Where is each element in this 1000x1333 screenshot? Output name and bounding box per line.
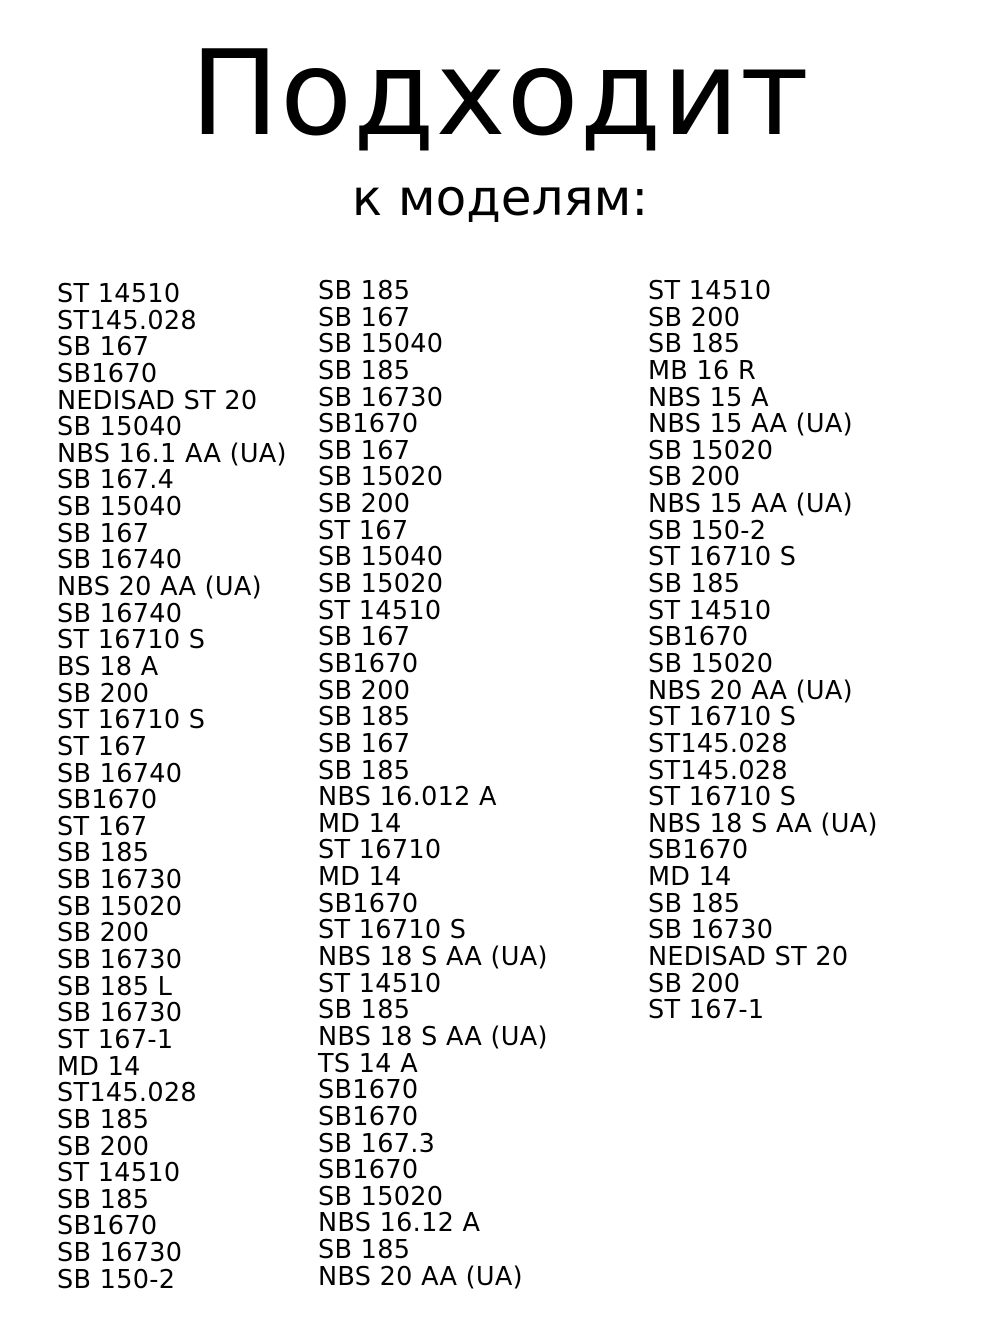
model-list-item: SB 16730: [318, 382, 444, 413]
model-list-item: NBS 18 S AA (UA): [318, 942, 548, 973]
model-list-item: ST 16710 S: [318, 915, 467, 946]
model-list-item: ST 16710 S: [57, 625, 206, 656]
model-list-item: SB1670: [57, 1211, 158, 1242]
model-list-item: SB 185: [648, 888, 741, 919]
model-list-item: SB 167: [318, 435, 411, 466]
model-list-item: SB 185 L: [57, 971, 173, 1002]
model-list-item: SB 200: [648, 968, 741, 999]
model-list-item: ST 167: [57, 811, 148, 842]
model-list-item: TS 14 A: [318, 1048, 418, 1079]
model-list-item: SB 200: [318, 675, 411, 706]
model-list-item: SB 15020: [648, 435, 774, 466]
model-list-column-3: [648, 278, 878, 1024]
model-list-item: NBS 15 AA (UA): [648, 409, 853, 440]
model-list-item: SB1670: [318, 1155, 419, 1186]
model-list-item: SB 185: [57, 838, 150, 869]
model-list-item: NBS 18 S AA (UA): [318, 1021, 548, 1052]
model-list-item: MB 16 R: [648, 355, 756, 386]
model-list-item: SB1670: [318, 409, 419, 440]
model-list-item: SB 15040: [318, 542, 444, 573]
model-list-item: SB 15020: [318, 462, 444, 493]
model-list-item: SB 16740: [57, 758, 183, 789]
model-list-column-1: [57, 281, 287, 1293]
model-list-item: SB 15040: [57, 492, 183, 523]
model-list-item: ST 167-1: [648, 995, 765, 1026]
model-list-item: MD 14: [648, 862, 732, 893]
model-list-item: SB 200: [57, 1131, 150, 1162]
model-list-item: ST 167-1: [57, 1024, 174, 1055]
model-list-item: SB 16730: [57, 865, 183, 896]
model-list-item: NBS 16.12 A: [318, 1208, 481, 1239]
model-list-column-2: [318, 278, 548, 1290]
model-list-item: ST145.028: [57, 305, 197, 336]
model-list-item: SB1670: [318, 648, 419, 679]
model-list-item: BS 18 A: [57, 651, 159, 682]
model-list-item: SB 185: [57, 1184, 150, 1215]
model-list-item: ST145.028: [57, 1078, 197, 1109]
model-list-item: ST 14510: [57, 1158, 181, 1189]
model-list-item: NEDISAD ST 20: [648, 942, 849, 973]
model-list-item: SB 200: [57, 678, 150, 709]
model-list-item: NBS 20 AA (UA): [318, 1261, 523, 1292]
model-list-item: SB 200: [648, 462, 741, 493]
model-list-item: ST 16710 S: [57, 705, 206, 736]
model-list-item: SB 167: [57, 332, 150, 363]
page-subtitle: к моделям:: [351, 169, 649, 227]
model-list-item: ST 14510: [648, 595, 772, 626]
model-list-item: MD 14: [318, 808, 402, 839]
model-list-item: SB 185: [318, 1235, 411, 1266]
model-list-item: SB 185: [318, 355, 411, 386]
model-list-item: ST145.028: [648, 728, 788, 759]
model-list-item: SB 185: [318, 276, 411, 306]
model-list-item: SB 167: [318, 622, 411, 653]
model-list-item: SB 167.4: [57, 465, 175, 496]
model-list-item: SB 167: [318, 728, 411, 759]
model-list-item: ST 14510: [318, 968, 442, 999]
model-list-item: NBS 20 AA (UA): [57, 572, 262, 603]
model-list-item: SB1670: [57, 358, 158, 389]
model-list-item: SB 16730: [57, 945, 183, 976]
model-list-item: SB 167: [57, 518, 150, 549]
model-list-item: SB 15040: [318, 329, 444, 360]
model-list-item: SB 15020: [318, 1181, 444, 1212]
model-list-item: NBS 20 AA (UA): [648, 675, 853, 706]
model-list-item: SB 185: [318, 755, 411, 786]
model-list-item: ST 16710 S: [648, 542, 797, 573]
model-list-item: SB 15020: [648, 648, 774, 679]
model-list-item: NBS 15 AA (UA): [648, 489, 853, 520]
model-list-item: SB 185: [648, 329, 741, 360]
model-list-item: ST 167: [57, 731, 148, 762]
model-list-item: MD 14: [318, 862, 402, 893]
model-list-item: ST 167: [318, 515, 409, 546]
model-list-item: SB 185: [57, 1104, 150, 1135]
model-list-item: NBS 16.012 A: [318, 782, 497, 813]
model-list-item: SB1670: [318, 1075, 419, 1106]
model-list-item: ST 14510: [648, 276, 772, 306]
model-list-item: SB 16730: [57, 998, 183, 1029]
model-list-item: SB 200: [318, 489, 411, 520]
model-list-item: SB 16730: [648, 915, 774, 946]
model-list-item: SB1670: [318, 888, 419, 919]
model-list-item: SB 200: [648, 302, 741, 333]
model-list-item: SB 16740: [57, 545, 183, 576]
model-list-item: NBS 15 A: [648, 382, 769, 413]
model-list-item: SB 185: [318, 995, 411, 1026]
model-list-item: SB1670: [57, 785, 158, 816]
model-list-item: ST 14510: [318, 595, 442, 626]
model-list-item: ST 14510: [57, 279, 181, 309]
model-list-item: SB1670: [318, 1101, 419, 1132]
model-list-item: NBS 18 S AA (UA): [648, 808, 878, 839]
model-list-item: SB 200: [57, 918, 150, 949]
model-list-item: SB 150-2: [648, 515, 767, 546]
model-list-item: SB 167.3: [318, 1128, 436, 1159]
page-title: Подходит: [190, 24, 810, 162]
model-list-item: SB 185: [648, 569, 741, 600]
model-list-item: ST 16710 S: [648, 782, 797, 813]
model-list-item: NBS 16.1 AA (UA): [57, 438, 287, 469]
model-list-item: SB 15020: [318, 569, 444, 600]
model-list-item: SB 16730: [57, 1238, 183, 1269]
model-list-item: SB1670: [648, 835, 749, 866]
model-list-item: SB 150-2: [57, 1264, 176, 1295]
model-list-item: ST 16710: [318, 835, 442, 866]
model-list-item: SB 15040: [57, 412, 183, 443]
model-list-item: NEDISAD ST 20: [57, 385, 258, 416]
model-list-item: SB 15020: [57, 891, 183, 922]
model-list-item: SB 16740: [57, 598, 183, 629]
model-list-item: SB 185: [318, 702, 411, 733]
model-list-item: MD 14: [57, 1051, 141, 1082]
model-list-item: SB 167: [318, 302, 411, 333]
model-list-item: SB1670: [648, 622, 749, 653]
model-list-item: ST 16710 S: [648, 702, 797, 733]
model-list-item: ST145.028: [648, 755, 788, 786]
